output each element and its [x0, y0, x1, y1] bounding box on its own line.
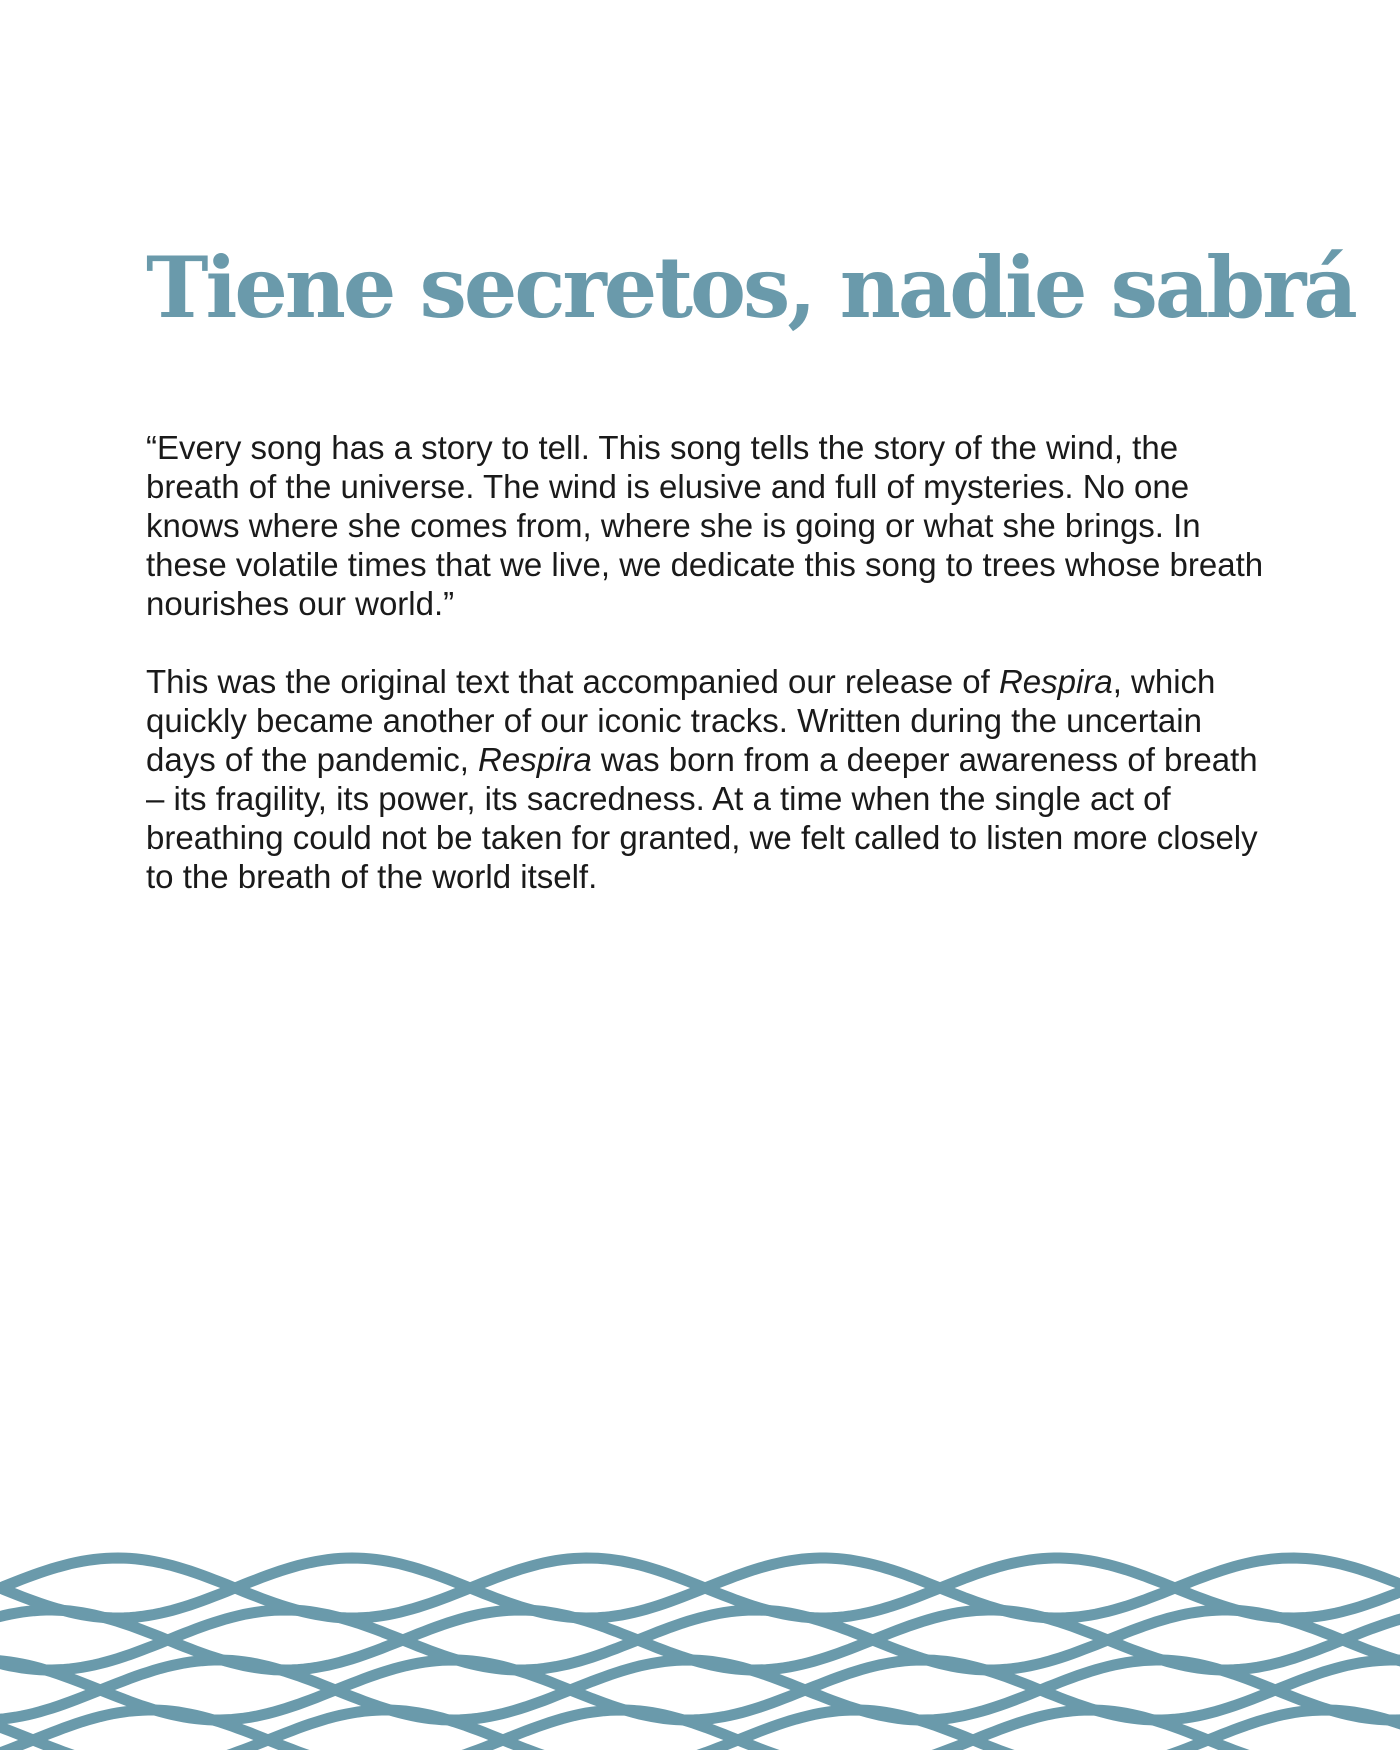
song-title: Respira	[998, 663, 1113, 700]
paragraph-text: , which quickly became another of our iconic tracks. Written during the uncertain days of the pandemic,	[146, 663, 1216, 778]
page-title: Tiene secretos, nadie sabrá	[146, 238, 1355, 337]
paragraph-text: This was the original text that accompanied our release of	[146, 663, 999, 700]
intro-paragraph	[146, 662, 1266, 896]
paragraph-text: was born from a deeper awareness of breath – its fragility, its power, its sacredness. At a time when the single act of breathing could not be taken for granted, we felt called to listen more closely to the breath of the world itself.	[146, 741, 1258, 895]
wave-pattern-decoration	[0, 1540, 1400, 1750]
quote-paragraph: “Every song has a story to tell. This song tells the story of the wind, the breath of the universe. The wind is elusive and full of mysteries. No one knows where she comes from, where she is going or what she brings. In these volatile times that we live, we dedicate this song to trees whose breath nourishes our world.”	[146, 429, 1264, 622]
song-title: Respira	[478, 741, 592, 778]
